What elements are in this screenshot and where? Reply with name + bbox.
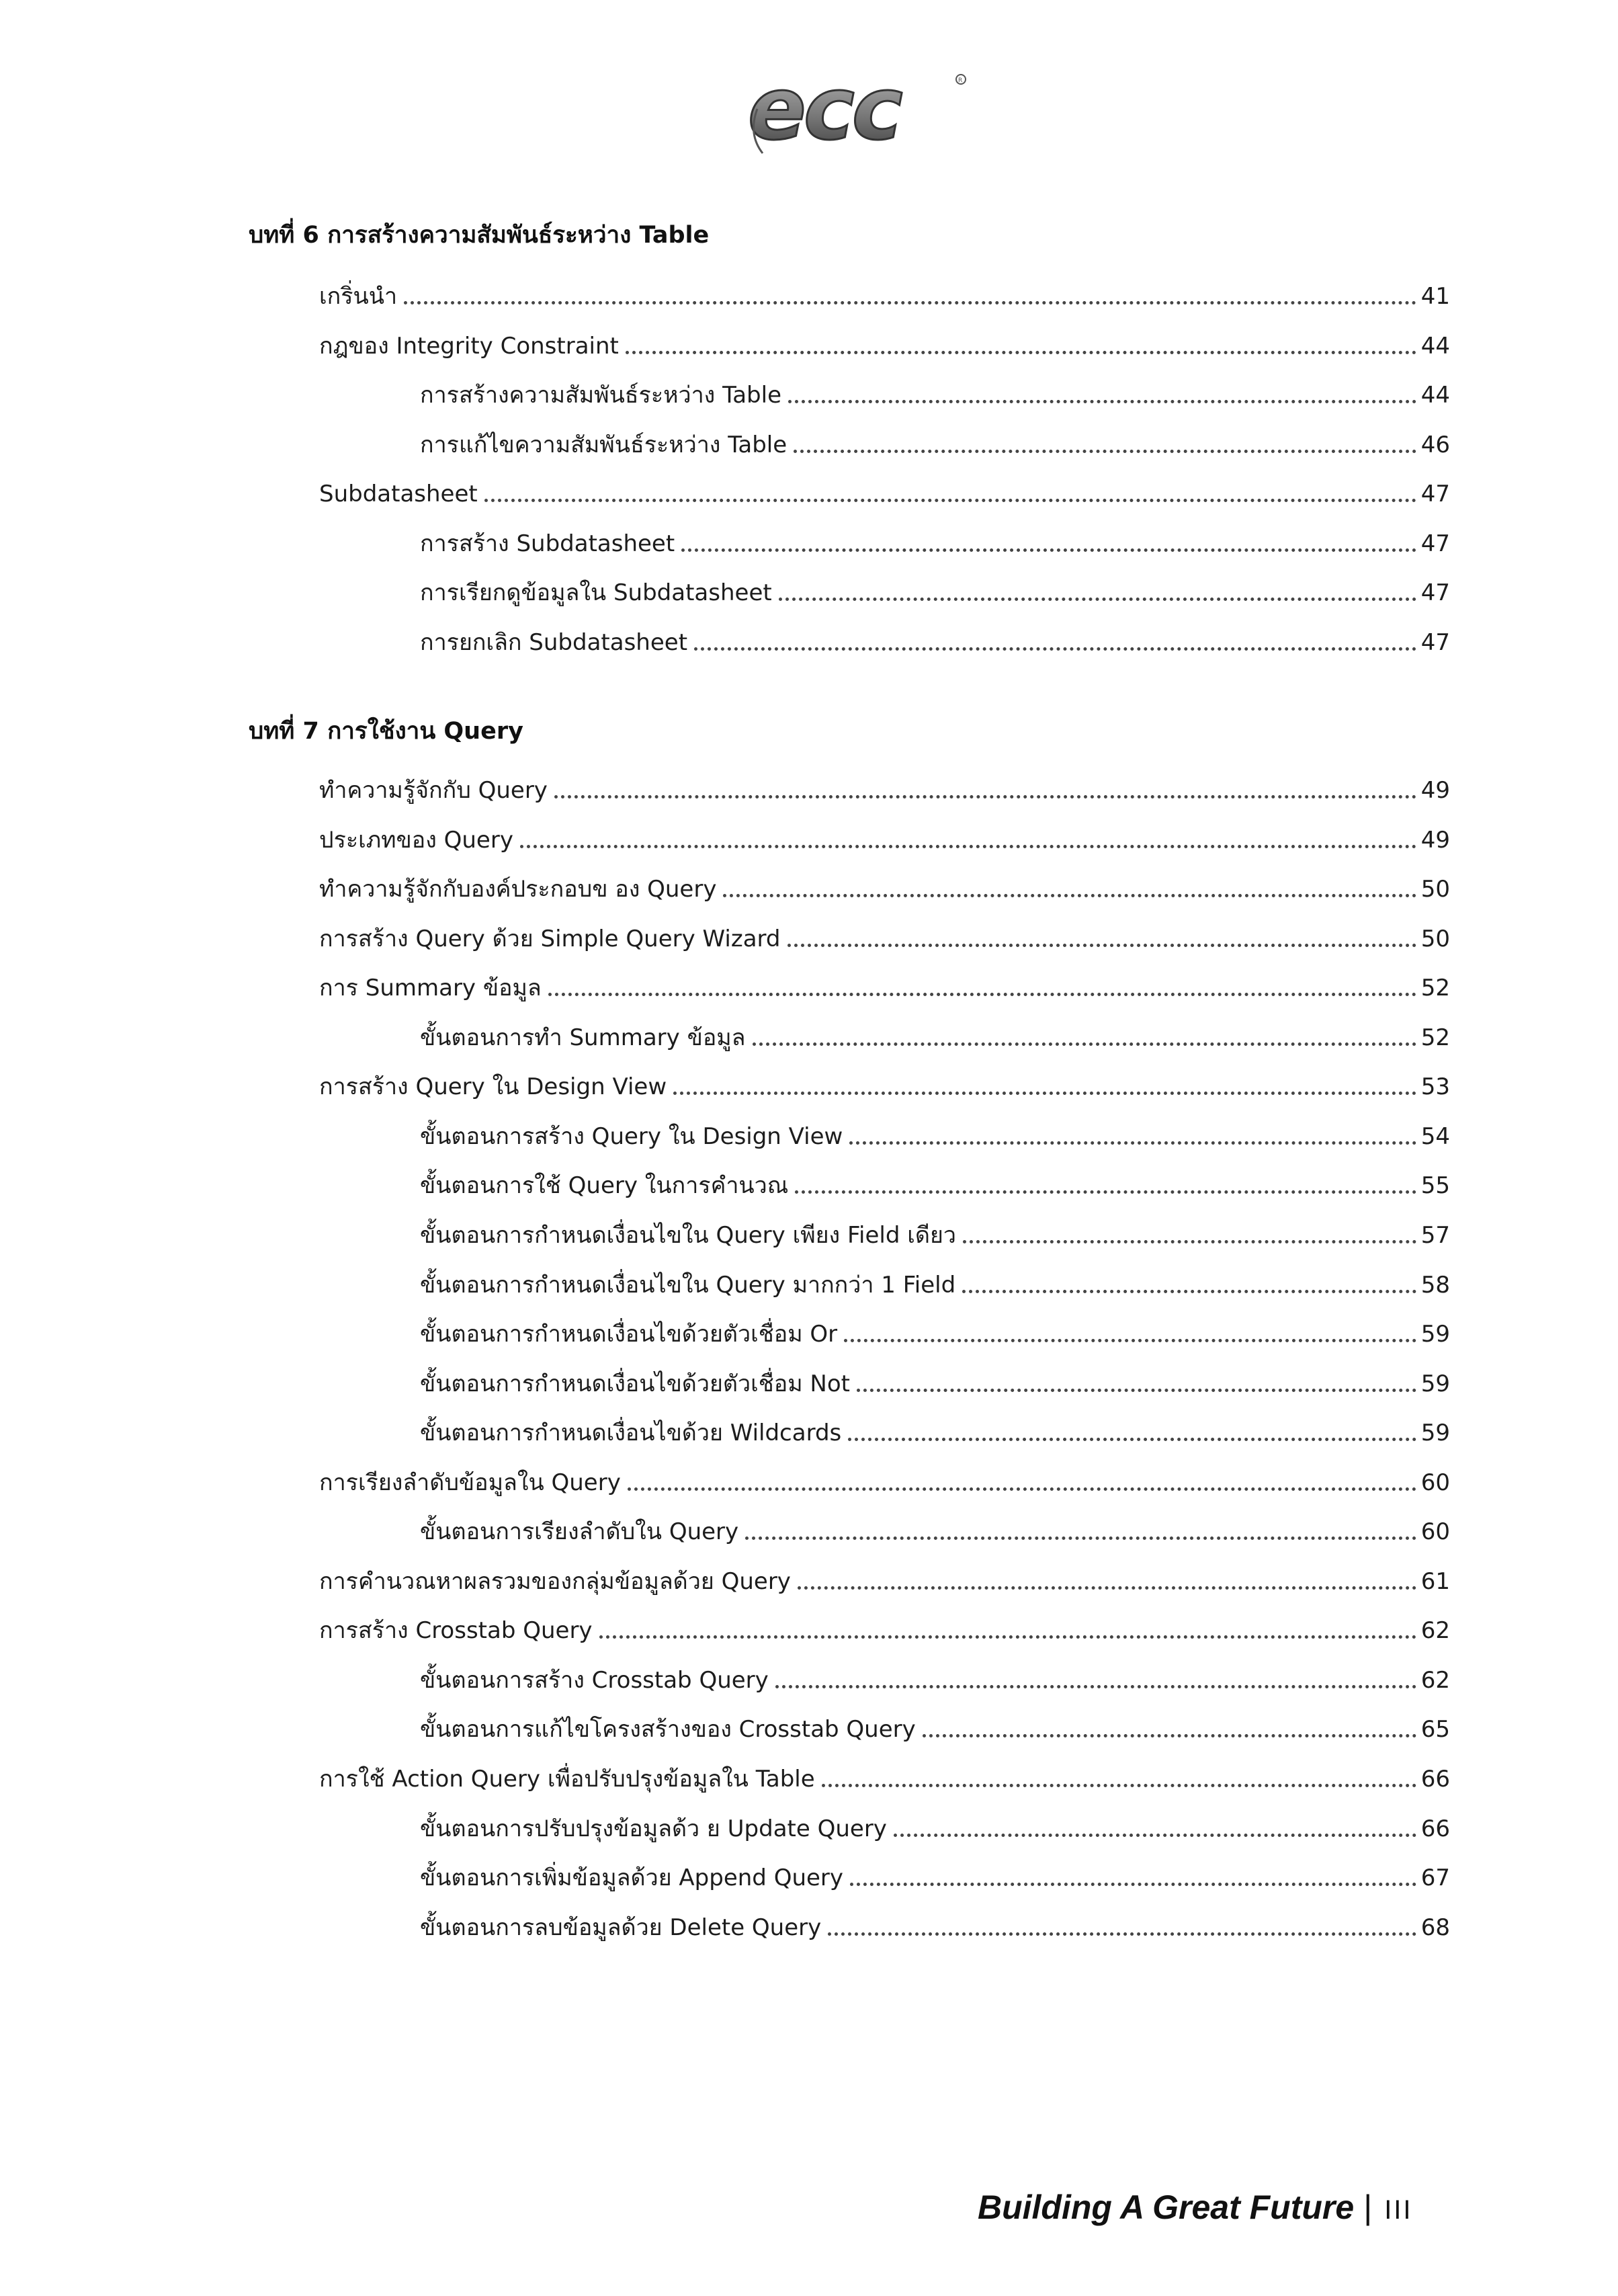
toc-entry-page: 59 [1420, 1420, 1450, 1447]
footer-separator: | [1363, 2188, 1373, 2226]
toc-entry [0, 1553, 1618, 1593]
toc-row [319, 1058, 1450, 1101]
toc-entry-label: ขั้นตอนการสร้าง Query ใน Design View [420, 1122, 843, 1150]
toc-entry-label: ขั้นตอนการเพิ่มข้อมูลด้วย Append Query [420, 1864, 844, 1892]
toc-entry [0, 1750, 1618, 1791]
toc-entry [0, 860, 1618, 901]
toc-row [420, 515, 1450, 555]
toc-entry [0, 1355, 1618, 1395]
toc-entry [0, 1651, 1618, 1692]
toc-row [420, 1700, 1450, 1744]
toc-entry-label: ประเภทของ Query [319, 826, 513, 854]
toc-entry-label: ขั้นตอนการกำหนดเงื่อนไขใน Query มากกว่า 1 Field [420, 1271, 956, 1299]
toc-entry-page: 47 [1420, 530, 1450, 557]
toc-entry-page: 62 [1420, 1666, 1450, 1694]
toc-entry-label: ขั้นตอนการกำหนดเงื่อนไขด้วยตัวเชื่อม Not [420, 1370, 850, 1397]
toc-entry-page: 66 [1420, 1815, 1450, 1842]
toc-entry-page: 53 [1420, 1073, 1450, 1101]
toc-entry-page: 50 [1420, 876, 1450, 903]
dot-leader [520, 845, 1416, 848]
toc-entry-label: การใช้ Action Query เพื่อปรับปรุงข้อมูลใน Table [319, 1766, 815, 1793]
toc-entry-page: 44 [1420, 332, 1450, 360]
dot-leader [822, 1784, 1416, 1787]
toc-entry-label: ทำความรู้จักกับองค์ประกอบข อง Query [319, 876, 717, 903]
toc-entry-label: ขั้นตอนการกำหนดเงื่อนไขใน Query เพียง Field เดียว [420, 1221, 956, 1249]
toc-row [319, 268, 1450, 308]
footer-page-number: III [1384, 2195, 1413, 2225]
toc-entry-page: 55 [1420, 1172, 1450, 1200]
dot-leader [848, 1438, 1416, 1441]
toc-entry [0, 465, 1618, 508]
dot-leader [673, 1092, 1416, 1095]
toc-entry [0, 416, 1618, 456]
toc-row [319, 860, 1450, 901]
dot-leader [548, 993, 1416, 996]
toc-entry-page: 57 [1420, 1221, 1450, 1249]
toc-entry-label: การสร้าง Crosstab Query [319, 1617, 593, 1645]
dot-leader [798, 1586, 1416, 1590]
toc-entry [0, 515, 1618, 555]
dot-leader [681, 548, 1416, 552]
toc-row [420, 366, 1450, 407]
toc-entry [0, 366, 1618, 407]
toc-entry-page: 60 [1420, 1469, 1450, 1496]
toc-row [420, 614, 1450, 654]
toc-row [319, 317, 1450, 358]
toc-entry [0, 1602, 1618, 1645]
toc-entry [0, 811, 1618, 852]
toc-entry-label: กฎของ Integrity Constraint [319, 332, 619, 360]
dot-leader [894, 1834, 1416, 1837]
toc-row [420, 1305, 1450, 1346]
dot-leader [745, 1536, 1416, 1540]
toc-row [420, 1108, 1450, 1148]
toc-row [319, 762, 1450, 802]
toc-row [420, 1355, 1450, 1395]
toc-entry-label: การสร้าง Query ใน Design View [319, 1073, 667, 1101]
toc-entry [0, 959, 1618, 1002]
toc-entry-label: Subdatasheet [319, 481, 478, 508]
dot-leader [779, 598, 1416, 601]
svg-text:R: R [958, 77, 963, 84]
toc-entry-page: 54 [1420, 1122, 1450, 1150]
toc-entry [0, 564, 1618, 607]
footer-tagline: Building A Great Future [978, 2188, 1355, 2226]
dot-leader [787, 944, 1417, 947]
toc-entry-label: ขั้นตอนการปรับปรุงข้อมูลด้ว ย Update Query [420, 1815, 887, 1842]
toc-entry-page: 47 [1420, 481, 1450, 508]
toc-entry-page: 66 [1420, 1766, 1450, 1793]
dot-leader [484, 499, 1416, 502]
toc-entry-page: 50 [1420, 925, 1450, 952]
toc-entry [0, 268, 1618, 308]
toc-entry [0, 1503, 1618, 1546]
toc-entry-label: ขั้นตอนการทำ Summary ข้อมูล [420, 1024, 746, 1051]
chapter-title: บทที่ 7 การใช้งาน Query [249, 718, 523, 745]
toc-row [319, 1602, 1450, 1645]
toc-entry [0, 1454, 1618, 1494]
toc-row [319, 465, 1450, 508]
toc-entry [0, 1206, 1618, 1247]
toc-entry-label: ขั้นตอนการแก้ไขโครงสร้างของ Crosstab Query [420, 1716, 916, 1744]
dot-leader [723, 894, 1416, 897]
toc-entry-label: การสร้าง Subdatasheet [420, 530, 675, 557]
toc-entry-label: การสร้างความสัมพันธ์ระหว่าง Table [420, 382, 782, 409]
toc-entry [0, 762, 1618, 802]
toc-row [420, 1651, 1450, 1692]
dot-leader [962, 1290, 1416, 1293]
toc-entry-page: 59 [1420, 1370, 1450, 1397]
dot-leader [828, 1932, 1416, 1936]
toc-row [420, 1849, 1450, 1892]
dot-leader [923, 1734, 1416, 1737]
toc-entry [0, 1009, 1618, 1049]
toc-entry-page: 52 [1420, 1024, 1450, 1051]
toc-entry [0, 1899, 1618, 1939]
dot-leader [775, 1685, 1416, 1688]
toc-row [420, 1800, 1450, 1840]
toc-entry-label: การเรียกดูข้อมูลใน Subdatasheet [420, 579, 772, 607]
toc-row [420, 1009, 1450, 1049]
toc-entry-page: 68 [1420, 1914, 1450, 1941]
ecc-logo [742, 59, 971, 160]
toc-entry-page: 61 [1420, 1567, 1450, 1595]
toc-entry-page: 59 [1420, 1321, 1450, 1348]
toc-entry [0, 1404, 1618, 1447]
toc-entry [0, 317, 1618, 358]
toc-entry-page: 58 [1420, 1271, 1450, 1299]
toc-entry-label: การแก้ไขความสัมพันธ์ระหว่าง Table [420, 431, 787, 458]
toc-entry [0, 1305, 1618, 1346]
dot-leader [857, 1389, 1416, 1392]
toc-entry-page: 60 [1420, 1518, 1450, 1546]
toc-entry-label: ขั้นตอนการกำหนดเงื่อนไขด้วย Wildcards [420, 1420, 842, 1447]
toc-entry-page: 49 [1420, 826, 1450, 854]
dot-leader [850, 1883, 1416, 1886]
toc-entry-page: 62 [1420, 1617, 1450, 1645]
toc-entry [0, 1700, 1618, 1744]
toc-entry-label: ขั้นตอนการสร้าง Crosstab Query [420, 1666, 769, 1694]
toc-row [319, 959, 1450, 1002]
dot-leader [963, 1240, 1416, 1243]
dot-leader [844, 1339, 1416, 1342]
dot-leader [795, 1190, 1416, 1194]
footer [978, 2188, 1413, 2227]
ecc-logo-text: ecc [748, 59, 900, 159]
toc-entry [0, 1256, 1618, 1297]
toc-row [420, 1206, 1450, 1247]
toc-row [319, 1750, 1450, 1791]
toc-entry-page: 65 [1420, 1716, 1450, 1744]
toc-entry-label: การเรียงลำดับข้อมูลใน Query [319, 1469, 621, 1496]
toc-entry-label: การสร้าง Query ด้วย Simple Query Wizard [319, 925, 781, 952]
chapter-title: บทที่ 6 การสร้างความสัมพันธ์ระหว่าง Table [249, 222, 710, 249]
toc-entry-page: 52 [1420, 975, 1450, 1002]
toc-entry-label: ขั้นตอนการใช้ Query ในการคำนวณ [420, 1172, 789, 1200]
toc-entry [0, 1800, 1618, 1840]
toc-entry-label: ทำความรู้จักกับ Query [319, 777, 548, 804]
dot-leader [404, 301, 1416, 304]
toc-entry-label: การ Summary ข้อมูล [319, 975, 542, 1002]
toc-entry-page: 49 [1420, 777, 1450, 804]
toc-entry [0, 614, 1618, 654]
dot-leader [788, 400, 1416, 403]
toc-entry-page: 44 [1420, 382, 1450, 409]
toc-entry-label: ขั้นตอนการกำหนดเงื่อนไขด้วยตัวเชื่อม Or [420, 1321, 838, 1348]
toc-row [420, 1157, 1450, 1200]
dot-leader [849, 1141, 1416, 1145]
toc-row [319, 811, 1450, 852]
toc-row [420, 416, 1450, 456]
toc-row [319, 910, 1450, 950]
toc-entry-label: ขั้นตอนการลบข้อมูลด้วย Delete Query [420, 1914, 822, 1941]
ecc-logo-graphic [742, 59, 971, 160]
toc-row [420, 1404, 1450, 1447]
toc-entry-page: 67 [1420, 1864, 1450, 1892]
toc-entry-label: เกริ่นนำ [319, 283, 398, 310]
toc-row [319, 1454, 1450, 1494]
toc-row [420, 1256, 1450, 1297]
toc-entry [0, 1157, 1618, 1200]
toc-entry-page: 46 [1420, 431, 1450, 458]
toc-row [319, 1553, 1450, 1593]
toc-row [420, 564, 1450, 607]
toc-entry [0, 1058, 1618, 1101]
toc-entry-label: การคำนวณหาผลรวมของกลุ่มข้อมูลด้วย Query [319, 1567, 791, 1595]
dot-leader [626, 351, 1416, 354]
dot-leader [554, 795, 1416, 798]
dot-leader [753, 1042, 1417, 1046]
toc-entry-page: 47 [1420, 579, 1450, 607]
dot-leader [599, 1635, 1416, 1639]
toc-entry-label: การยกเลิก Subdatasheet [420, 628, 688, 656]
toc-entry [0, 1849, 1618, 1892]
dot-leader [694, 647, 1416, 651]
dot-leader [628, 1487, 1416, 1491]
toc-entry [0, 1108, 1618, 1148]
dot-leader [794, 450, 1416, 453]
toc-entry [0, 910, 1618, 950]
toc-entry-page: 47 [1420, 628, 1450, 656]
toc-row [420, 1503, 1450, 1546]
toc-entry-page: 41 [1420, 283, 1450, 310]
toc-entry-label: ขั้นตอนการเรียงลำดับใน Query [420, 1518, 739, 1546]
toc-row [420, 1899, 1450, 1939]
